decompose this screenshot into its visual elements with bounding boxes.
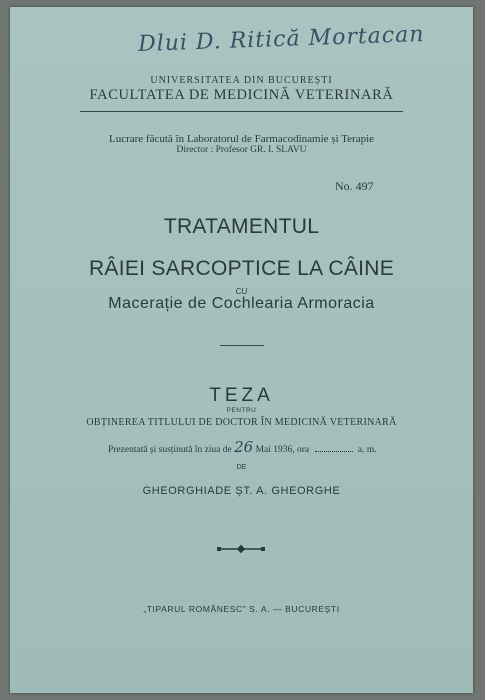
title-divider (220, 345, 264, 346)
title-connector: CU (235, 287, 248, 296)
presented-suffix: Mai 1936, ora (255, 445, 310, 455)
thesis-purpose: OBȚINEREA TITLULUI DE DOCTOR ÎN MEDICINĂ VETERINARĂ (86, 417, 397, 428)
thesis-cover (10, 7, 473, 693)
ornament-divider (217, 544, 265, 554)
author-name: GHEORGHIADE ȘT. A. GHEORGHE (142, 485, 341, 497)
presented-prefix: Prezentată și susținută în ziua de (108, 445, 232, 455)
laboratory-line: Lucrare făcută în Laboratorul de Farmacodinamie și Terapie (108, 133, 375, 145)
presentation-line (108, 438, 377, 456)
presented-time-suffix: a. m. (357, 445, 377, 455)
subtitle: Macerație de Cochlearia Armoracia (108, 295, 375, 312)
handwritten-dedication: Dlui D. Ritică Mortacan (137, 22, 425, 57)
header-rule (80, 111, 403, 112)
pentru-label: PENTRU (226, 407, 257, 414)
university-name: UNIVERSITATEA DIN BUCUREȘTI (150, 75, 333, 86)
title-line-2: RÂIEI SARCOPTICE LA CÂINE (88, 257, 395, 280)
time-blank (315, 451, 353, 452)
title-line-1: TRATAMENTUL (163, 215, 320, 238)
printer-line: „TIPARUL ROMÂNESC” S. A. — BUCUREȘTI (143, 604, 340, 614)
faculty-name: FACULTATEA DE MEDICINĂ VETERINARĂ (89, 87, 394, 103)
presented-day: 26 (234, 438, 254, 456)
director-line: Director : Profesor GR. I. SLAVU (176, 145, 307, 155)
thesis-number: No. 497 (335, 179, 374, 193)
thesis-heading: TEZA (209, 385, 274, 406)
by-label: DE (236, 464, 247, 471)
